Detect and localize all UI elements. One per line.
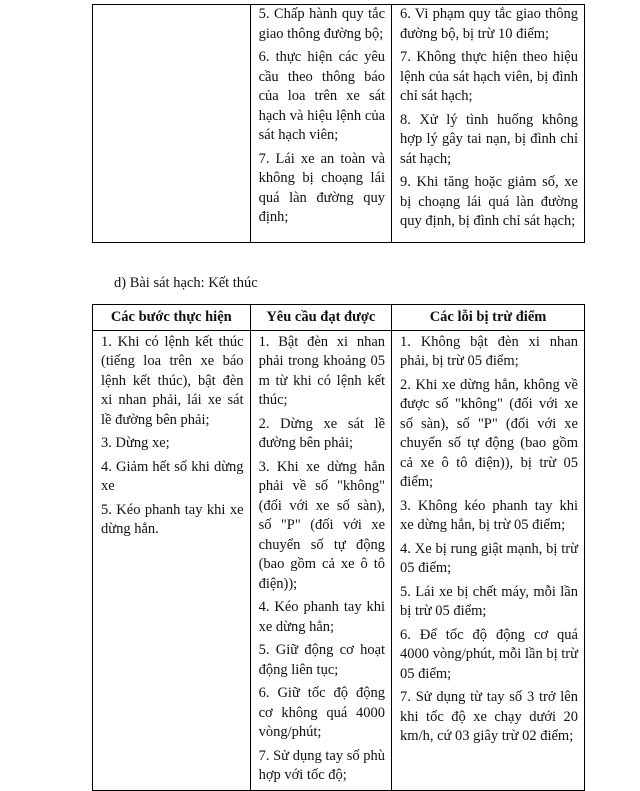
penalties-cell xyxy=(392,5,585,243)
list-item: 8. Xử lý tình huống không hợp lý gây tai nạn, bị đình chỉ sát hạch; xyxy=(400,111,578,167)
list-item: 5. Kéo phanh tay khi xe dừng hẳn. xyxy=(101,501,244,537)
list-item: 7. Sử dụng từ tay số 3 trở lên khi tốc độ xe chạy dưới 20 km/h, cứ 03 giây trừ 02 điểm; xyxy=(400,689,578,744)
header-steps: Các bước thực hiện xyxy=(93,305,251,331)
list-item: 4. Giảm hết số khi dừng xe xyxy=(101,458,244,494)
list-item: 6. Vi phạm quy tắc giao thông đường bộ, bị trừ 10 điểm; xyxy=(400,6,578,42)
list-item: 1. Khi có lệnh kết thúc (tiếng loa trên xe báo lệnh kết thúc), bật đèn xi nhan phải, lái xe sát lề đường bên phải; xyxy=(101,333,244,428)
header-requirements: Yêu cầu đạt được xyxy=(250,305,391,331)
list-item: 9. Khi tăng hoặc giảm số, xe bị choạng lái quá làn đường quy định, bị đình chỉ sát hạch; xyxy=(400,174,578,229)
list-item: 5. Lái xe bị chết máy, mỗi lần bị trừ 05 điểm; xyxy=(400,583,578,619)
list-item: 1. Không bật đèn xi nhan phải, bị trừ 05 điểm; xyxy=(400,333,578,369)
steps-cell xyxy=(93,5,251,243)
list-item: 6. Giữ tốc độ động cơ không quá 4000 vòng/phút; xyxy=(258,685,386,740)
list-item: 2. Khi xe dừng hẳn, không về được số "không" (đối với xe số sàn), số "P" (đối với xe chuyển số tự động (bao gồm cả xe ô tô điện)), bị trừ 05 điểm; xyxy=(400,376,578,490)
table-row xyxy=(93,5,585,243)
header-penalties: Các lỗi bị trừ điểm xyxy=(392,305,585,331)
requirements-cell xyxy=(250,330,391,790)
list-item: 7. Không thực hiện theo hiệu lệnh của sát hạch viên, bị đình chỉ sát hạch; xyxy=(400,49,578,104)
table-header-row xyxy=(93,305,585,331)
steps-cell xyxy=(93,330,251,790)
table-end-test xyxy=(92,304,585,791)
penalties-cell xyxy=(392,330,585,790)
list-item: 2. Dừng xe sát lề đường bên phải; xyxy=(258,415,386,451)
list-item: 5. Giữ động cơ hoạt động liên tục; xyxy=(258,642,386,678)
list-item: 6. Để tốc độ động cơ quá 4000 vòng/phút, mỗi lần bị trừ 05 điểm; xyxy=(400,626,578,682)
table-continued xyxy=(92,4,585,243)
list-item: 4. Kéo phanh tay khi xe dừng hẳn; xyxy=(258,599,386,635)
list-item: 1. Bật đèn xi nhan phải trong khoảng 05 m từ khi có lệnh kết thúc; xyxy=(258,333,386,408)
list-item: 7. Sử dụng tay số phù hợp với tốc độ; xyxy=(258,747,386,783)
list-item: 3. Khi xe dừng hẳn phải về số "không" (đối với xe số sàn), số "P" (đối với xe chuyển số tự động (bao gồm cả xe ô tô điện)); xyxy=(258,458,386,592)
table-row xyxy=(93,330,585,790)
list-item: 6. thực hiện các yêu cầu theo thông báo của loa trên xe sát hạch và hiệu lệnh của sát hạch viên; xyxy=(258,49,386,143)
list-item: 5. Chấp hành quy tắc giao thông đường bộ; xyxy=(258,6,386,42)
list-item: 7. Lái xe an toàn và không bị choạng lái quá làn đường quy định; xyxy=(258,150,386,225)
section-caption: d) Bài sát hạch: Kết thúc xyxy=(114,275,258,291)
list-item: 4. Xe bị rung giật mạnh, bị trừ 05 điểm; xyxy=(400,540,578,576)
requirements-cell xyxy=(250,5,391,243)
list-item: 3. Dừng xe; xyxy=(101,435,170,451)
list-item: 3. Không kéo phanh tay khi xe dừng hẳn, bị trừ 05 điểm; xyxy=(400,497,578,533)
